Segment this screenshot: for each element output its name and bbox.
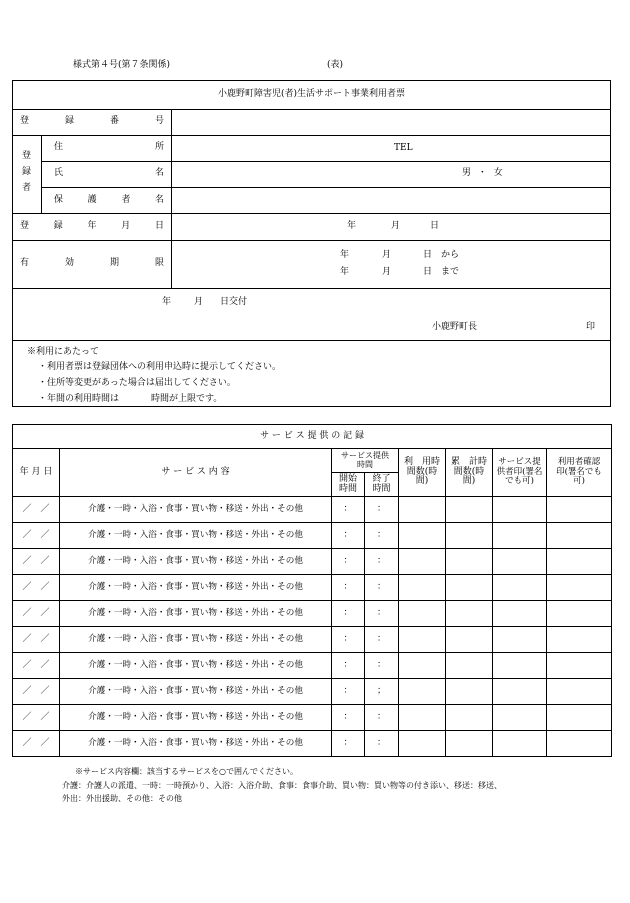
row-end-time[interactable]: ： (365, 523, 399, 549)
issue-day: 日交付 (220, 297, 248, 307)
header-date: 年 月 日 (13, 449, 60, 497)
row-service-content[interactable]: 介護・一時・入浴・食事・買い物・移送・外出・その他 (60, 653, 332, 679)
name-field[interactable] (172, 162, 452, 186)
valid-from-day: 日 (423, 250, 433, 260)
row-usage-hours[interactable] (399, 705, 446, 731)
tel-label: TEL (394, 143, 413, 153)
header-cumulative-hours: 累 計時間数(時間) (446, 449, 493, 497)
row-date[interactable]: ／ ／ (13, 653, 60, 679)
reg-date-day: 日 (430, 221, 440, 231)
service-row (13, 549, 612, 575)
row-service-content[interactable]: 介護・一時・入浴・食事・買い物・移送・外出・その他 (60, 731, 332, 757)
row-service-content[interactable]: 介護・一時・入浴・食事・買い物・移送・外出・その他 (60, 679, 332, 705)
row-cumulative-hours[interactable] (446, 627, 493, 653)
note-item: ・住所等変更があった場合は届出してください。 (38, 378, 236, 388)
row-end-time[interactable]: ： (365, 497, 399, 523)
row-user-seal[interactable] (547, 679, 612, 705)
row-start-time[interactable]: ： (332, 575, 365, 601)
row-date[interactable]: ／ ／ (13, 549, 60, 575)
row-cumulative-hours[interactable] (446, 679, 493, 705)
row-provider-seal[interactable] (493, 497, 547, 523)
header-content: サ ー ビ ス 内 容 (60, 449, 332, 497)
row-start-time[interactable]: ： (332, 549, 365, 575)
col-divider (41, 135, 42, 213)
row-date[interactable]: ／ ／ (13, 679, 60, 705)
row-end-time[interactable]: ； (365, 679, 399, 705)
row-cumulative-hours[interactable] (446, 497, 493, 523)
row-date[interactable]: ／ ／ (13, 731, 60, 757)
row-date[interactable]: ／ ／ (13, 575, 60, 601)
row-cumulative-hours[interactable] (446, 575, 493, 601)
valid-until-day: 日 (423, 267, 433, 277)
guardian-field[interactable] (172, 188, 610, 212)
gender-options[interactable]: 男 ・ 女 (462, 168, 503, 178)
row-divider (12, 213, 611, 214)
row-provider-seal[interactable] (493, 549, 547, 575)
service-row (13, 627, 612, 653)
header-end: 終了時間 (365, 473, 399, 497)
notes-title: ※利用にあたって (27, 347, 100, 357)
footnote-title: ※サービス内容欄：該当するサービスを○で囲んでください。 (75, 767, 298, 776)
service-row (13, 523, 612, 549)
note-hours-prefix: ・年間の利用時間は (38, 394, 120, 404)
row-provider-seal[interactable] (493, 601, 547, 627)
row-start-time[interactable]: ： (332, 705, 365, 731)
row-start-time[interactable]: ： (332, 653, 365, 679)
row-usage-hours[interactable] (399, 731, 446, 757)
valid-from-month: 月 (382, 250, 392, 260)
row-usage-hours[interactable] (399, 523, 446, 549)
row-start-time[interactable]: ： (332, 731, 365, 757)
row-date[interactable]: ／ ／ (13, 497, 60, 523)
row-provider-seal[interactable] (493, 653, 547, 679)
row-service-content[interactable]: 介護・一時・入浴・食事・買い物・移送・外出・その他 (60, 705, 332, 731)
row-provider-seal[interactable] (493, 679, 547, 705)
row-start-time[interactable]: ： (332, 523, 365, 549)
row-user-seal[interactable] (547, 575, 612, 601)
guardian-label: 保 護 者 名 (54, 195, 164, 205)
row-user-seal[interactable] (547, 497, 612, 523)
row-provider-seal[interactable] (493, 523, 547, 549)
row-start-time[interactable]: ： (332, 601, 365, 627)
footnote-legend-cont: 外出：外出援助、その他：その他 (62, 794, 182, 803)
row-end-time[interactable]: ： (365, 705, 399, 731)
row-cumulative-hours[interactable] (446, 731, 493, 757)
header-usage-hours: 利 用時間数(時間) (399, 449, 446, 497)
address-field[interactable] (172, 136, 610, 160)
issue-month: 月 (194, 297, 204, 307)
row-provider-seal[interactable] (493, 731, 547, 757)
seal-mark: 印 (586, 322, 596, 332)
valid-until-month: 月 (382, 267, 392, 277)
row-date[interactable]: ／ ／ (13, 601, 60, 627)
row-end-time[interactable]: ： (365, 731, 399, 757)
row-service-content[interactable]: 介護・一時・入浴・食事・買い物・移送・外出・その他 (60, 497, 332, 523)
row-start-time[interactable]: ： (332, 497, 365, 523)
row-usage-hours[interactable] (399, 549, 446, 575)
row-service-content[interactable]: 介護・一時・入浴・食事・買い物・移送・外出・その他 (60, 523, 332, 549)
note-item: ・利用者票は登録団体への利用申込時に提示してください。 (38, 362, 282, 372)
service-row (13, 679, 612, 705)
registration-number-label: 登 録 番 号 (20, 116, 164, 126)
valid-from-suffix: から (441, 250, 460, 260)
service-row (13, 653, 612, 679)
row-date[interactable]: ／ ／ (13, 523, 60, 549)
row-usage-hours[interactable] (399, 575, 446, 601)
row-end-time[interactable]: ： (365, 549, 399, 575)
row-usage-hours[interactable] (399, 653, 446, 679)
registration-number-field[interactable] (172, 110, 610, 134)
valid-from-year: 年 (340, 250, 350, 260)
row-divider (12, 340, 611, 341)
form-title: 小鹿野町障害児(者)生活サポート事業利用者票 (217, 89, 406, 99)
row-service-content[interactable]: 介護・一時・入浴・食事・買い物・移送・外出・その他 (60, 627, 332, 653)
service-row (13, 601, 612, 627)
row-usage-hours[interactable] (399, 601, 446, 627)
validity-label: 有 効 期 限 (20, 258, 164, 268)
header-start: 開始時間 (332, 473, 365, 497)
form-number: 様式第４号(第７条関係) (73, 60, 171, 70)
row-end-time[interactable]: ： (365, 575, 399, 601)
header-time-group: サービス提供時間 (332, 449, 399, 473)
header-provider-seal: サービス提供者印(署名でも可) (493, 449, 547, 497)
row-usage-hours[interactable] (399, 627, 446, 653)
row-cumulative-hours[interactable] (446, 549, 493, 575)
row-date[interactable]: ／ ／ (13, 627, 60, 653)
row-end-time[interactable]: ： (365, 653, 399, 679)
reg-date-year: 年 (347, 221, 357, 231)
row-user-seal[interactable] (547, 627, 612, 653)
row-cumulative-hours[interactable] (446, 705, 493, 731)
row-provider-seal[interactable] (493, 575, 547, 601)
row-user-seal[interactable] (547, 705, 612, 731)
row-cumulative-hours[interactable] (446, 523, 493, 549)
valid-until-year: 年 (340, 267, 350, 277)
registration-date-label: 登 録 年 月 日 (20, 221, 164, 231)
row-cumulative-hours[interactable] (446, 601, 493, 627)
row-provider-seal[interactable] (493, 705, 547, 731)
reg-date-month: 月 (391, 221, 401, 231)
row-service-content[interactable]: 介護・一時・入浴・食事・買い物・移送・外出・その他 (60, 601, 332, 627)
row-start-time[interactable]: ： (332, 679, 365, 705)
registrant-label: 登 録 者 (22, 151, 32, 194)
form-side-label: (表) (327, 60, 344, 70)
row-cumulative-hours[interactable] (446, 653, 493, 679)
row-end-time[interactable]: ： (365, 627, 399, 653)
issue-year: 年 (162, 297, 172, 307)
row-user-seal[interactable] (547, 523, 612, 549)
row-end-time[interactable]: ： (365, 601, 399, 627)
service-record-title: サ ー ビ ス 提 供 の 記 録 (13, 425, 612, 449)
row-provider-seal[interactable] (493, 627, 547, 653)
service-row (13, 731, 612, 757)
service-row (13, 497, 612, 523)
issuer-name: 小鹿野町長 (432, 322, 478, 332)
row-service-content[interactable]: 介護・一時・入浴・食事・買い物・移送・外出・その他 (60, 549, 332, 575)
row-divider (12, 288, 611, 289)
header-user-seal: 利用者確認印(署名でも可) (547, 449, 612, 497)
row-user-seal[interactable] (547, 731, 612, 757)
row-service-content[interactable]: 介護・一時・入浴・食事・買い物・移送・外出・その他 (60, 575, 332, 601)
valid-until-suffix: まで (441, 267, 460, 277)
service-record-table (12, 424, 612, 757)
row-divider (12, 240, 611, 241)
row-user-seal[interactable] (547, 601, 612, 627)
footnote-legend: 介護：介護人の派遣、一時：一時預かり、入浴：入浴介助、食事：食事介助、買い物：買い物等の付き添い、移送：移送、 (62, 781, 502, 790)
service-row (13, 575, 612, 601)
row-date[interactable]: ／ ／ (13, 705, 60, 731)
note-hours-suffix: 時間が上限です。 (151, 394, 223, 404)
address-label: 住 所 (54, 142, 164, 152)
row-start-time[interactable]: ： (332, 627, 365, 653)
service-row (13, 705, 612, 731)
row-usage-hours[interactable] (399, 679, 446, 705)
name-label: 氏 名 (54, 168, 164, 178)
row-user-seal[interactable] (547, 549, 612, 575)
row-usage-hours[interactable] (399, 497, 446, 523)
row-user-seal[interactable] (547, 653, 612, 679)
